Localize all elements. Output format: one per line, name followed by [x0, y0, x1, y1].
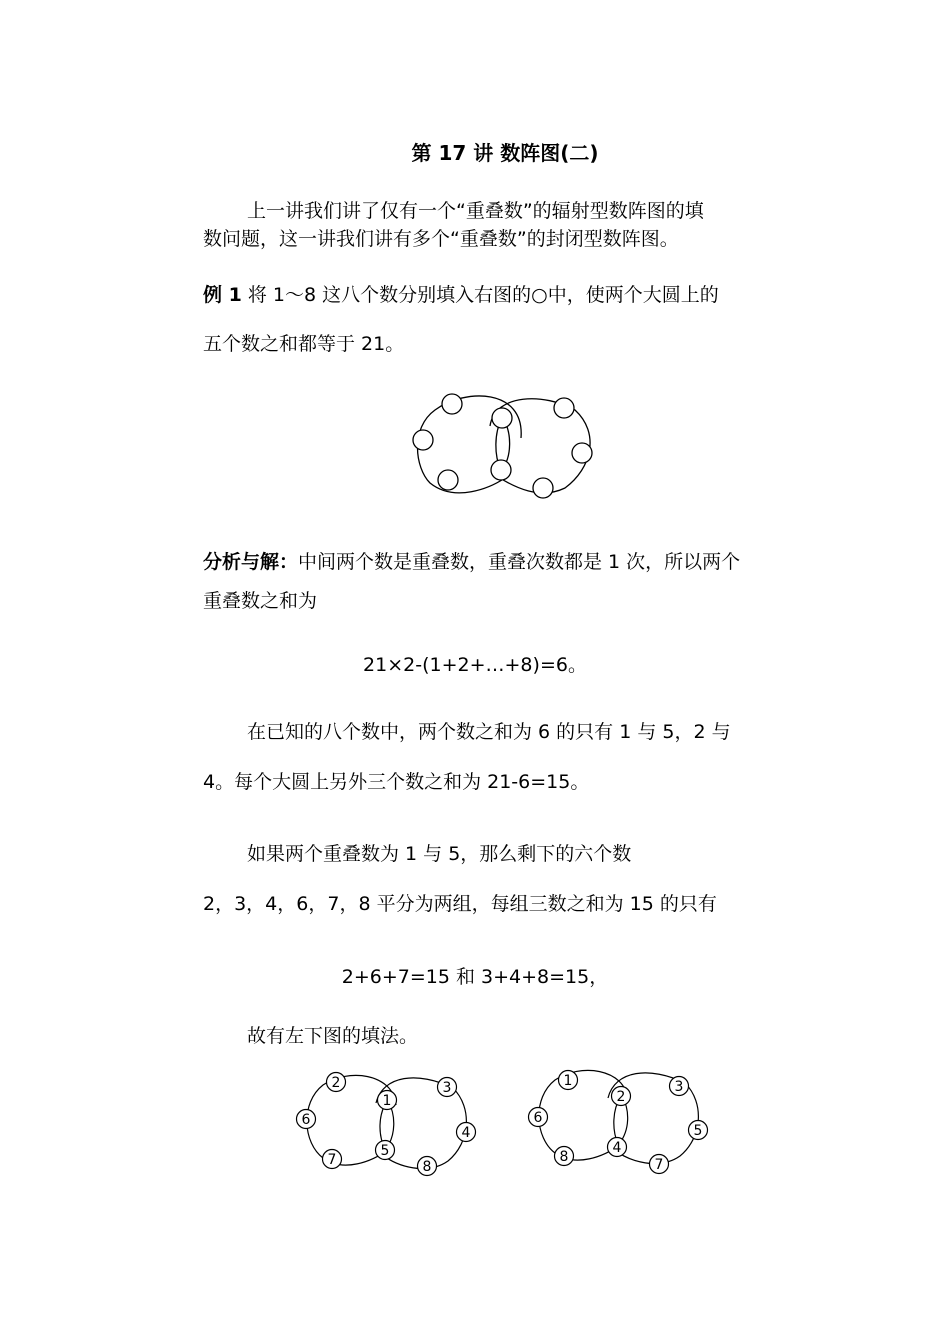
number-3: 3 — [442, 1080, 452, 1096]
number-8: 8 — [559, 1149, 569, 1165]
number-5: 5 — [380, 1143, 390, 1159]
example-line-2: 五个数之和都等于 21。 — [203, 333, 405, 355]
analysis-line-1 — [203, 548, 740, 576]
example-line-1 — [203, 281, 719, 309]
number-8: 8 — [422, 1159, 432, 1175]
number-4: 4 — [461, 1125, 471, 1141]
example-text: 将 1～8 这八个数分别填入右图的○中，使两个大圆上的 — [241, 284, 719, 306]
number-4: 4 — [612, 1140, 622, 1156]
number-6: 6 — [301, 1112, 311, 1128]
analysis-text: 中间两个数是重叠数，重叠次数都是 1 次，所以两个 — [298, 551, 741, 573]
para4: 故有左下图的填法。 — [247, 1025, 419, 1047]
number-5: 5 — [693, 1123, 703, 1139]
number-3: 3 — [674, 1079, 684, 1095]
para2-line-1: 在已知的八个数中，两个数之和为 6 的只有 1 与 5，2 与 — [247, 721, 731, 743]
para2-line-2: 4。每个大圆上另外三个数之和为 21-6=15。 — [203, 771, 590, 793]
number-7: 7 — [654, 1157, 664, 1173]
blank-circle — [492, 408, 512, 428]
blank-circle — [572, 443, 592, 463]
para3-line-2: 2，3，4，6，7，8 平分为两组，每组三数之和为 15 的只有 — [203, 893, 717, 915]
example-label: 例 1 — [203, 284, 242, 306]
number-2: 2 — [616, 1089, 626, 1105]
blank-circle — [442, 394, 462, 414]
intro-line-1: 上一讲我们讲了仅有一个“重叠数”的辐射型数阵图的填 — [247, 200, 704, 222]
number-6: 6 — [533, 1110, 543, 1126]
blank-circle — [413, 430, 433, 450]
analysis-label: 分析与解： — [203, 551, 299, 573]
blank-circle — [533, 478, 553, 498]
blank-circle — [438, 470, 458, 490]
page-title: 第 17 讲 数阵图(二) — [411, 141, 599, 165]
intro-line-2: 数问题，这一讲我们讲有多个“重叠数”的封闭型数阵图。 — [203, 228, 679, 250]
number-2: 2 — [331, 1075, 341, 1091]
formula-2: 2+6+7=15 和 3+4+8=15， — [341, 966, 609, 988]
blank-circle — [554, 398, 574, 418]
blank-diagram — [400, 388, 610, 508]
solution-diagram-left — [288, 1063, 483, 1183]
number-1: 1 — [382, 1093, 392, 1109]
number-1: 1 — [563, 1073, 573, 1089]
blank-circle — [491, 460, 511, 480]
number-7: 7 — [327, 1152, 337, 1168]
solution-diagram-right — [520, 1058, 715, 1178]
analysis-line-2: 重叠数之和为 — [203, 590, 318, 612]
formula-1: 21×2-(1+2+…+8)=6。 — [363, 654, 587, 676]
para3-line-1: 如果两个重叠数为 1 与 5，那么剩下的六个数 — [247, 843, 632, 865]
